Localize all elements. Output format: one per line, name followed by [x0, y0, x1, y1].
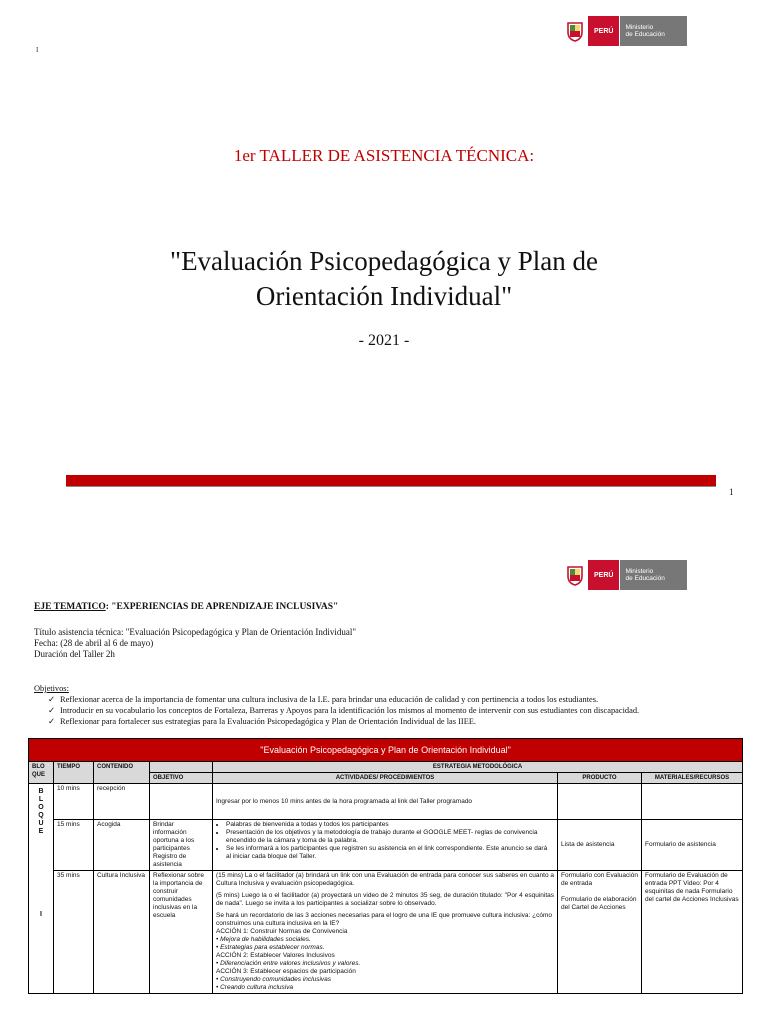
list-item: • Estrategias para establecer normas.	[216, 944, 325, 951]
coat-of-arms-icon	[562, 560, 588, 590]
workshop-info	[34, 627, 356, 660]
logo-ministry	[619, 560, 686, 590]
logo-ministry-line2: de Educación	[625, 31, 665, 38]
logo-ministry-line1: Ministerio	[625, 568, 654, 575]
header-materiales: MATERIALES/RECURSOS	[642, 773, 743, 784]
header-blank	[150, 762, 213, 773]
cell-materiales	[642, 784, 743, 820]
plan-page	[0, 540, 768, 1024]
checkmark-icon: ✓	[48, 717, 56, 726]
document-year: - 2021 -	[358, 332, 410, 349]
list-item-text: Estrategias para establecer normas.	[220, 944, 325, 951]
minedu-logo-2	[562, 560, 687, 590]
header-estrategia: ESTRATEGIA METODOLÓGICA	[213, 762, 743, 773]
info-duracion: Duración del Taller 2h	[34, 649, 115, 659]
logo-country: PERÚ	[588, 560, 619, 590]
cell-materiales: Formulario de asistencia	[642, 820, 743, 871]
cell-contenido: Cultura Inclusiva	[94, 871, 150, 994]
eje-value: : "EXPERIENCIAS DE APRENDIZAJE INCLUSIVAS"	[105, 602, 339, 612]
cell-producto: Lista de asistencia	[558, 820, 642, 871]
cell-objetivo	[150, 784, 213, 820]
list-item: • Palabras de bienvenida a todas y todos los participantes	[226, 821, 554, 829]
eje-label: EJE TEMATICO	[34, 602, 106, 612]
cell-producto	[558, 784, 642, 820]
info-titulo: Título asistencia técnica: "Evaluación Psicopedagógica y Plan de Orientación Individual"	[34, 627, 356, 637]
cell-objetivo: Reflexionar sobre la importancia de construir comunidades inclusivas en la escuela	[150, 871, 213, 994]
objetivos-section	[34, 683, 639, 727]
header-producto: PRODUCTO	[558, 773, 642, 784]
cell-actividad	[213, 871, 558, 994]
header-contenido: CONTENIDO	[94, 762, 150, 784]
header-bloque: BLO QUE	[29, 762, 54, 784]
objetivo-item	[34, 705, 639, 716]
cell-objetivo: Brindar información oportuna a los participantes Registro de asistencia	[150, 820, 213, 871]
plan-table	[28, 738, 743, 994]
taller-title: 1er TALLER DE ASISTENCIA TÉCNICA:	[233, 146, 535, 165]
cell-contenido: Acogida	[94, 820, 150, 871]
objetivo-text: Introducir en su vocabulario los conceptos de Fortaleza, Barreras y Apoyos para la identificación los mismos al momento de intervenir con sus estudiantes con discapacidad.	[60, 706, 640, 715]
activity-paragraph: Se hará un recordatorio de las 3 acciones necesarias para el logro de una IE que promueve cultura inclusiva: ¿cómo construimos una cultura inclusiva en la IE?	[216, 912, 553, 927]
coat-of-arms-icon	[562, 16, 588, 46]
producto-item: Formulario con Evaluación de entrada	[561, 872, 638, 887]
list-item-text: Construyendo comunidades inclusivas	[220, 976, 332, 983]
cell-tiempo: 10 mins	[54, 784, 94, 820]
checkmark-icon: ✓	[48, 695, 56, 704]
logo-country: PERÚ	[588, 16, 619, 46]
list-item: • Diferenciación entre valores inclusivos y valores.	[216, 960, 361, 967]
accion-heading: ACCIÓN 3: Establecer espacios de participación	[216, 968, 356, 975]
header-actividades: ACTIVIDADES/ PROCEDIMIENTOS	[213, 773, 558, 784]
activity-paragraph: (15 mins) La o el facilitador (a) brindará un link con una Evaluación de entrada para conocer sus saberes en cuanto a Cultura Inclusiva y evaluación psicopedagógica.	[216, 872, 554, 887]
table-row	[29, 784, 743, 820]
table-title: "Evaluación Psicopedagógica y Plan de Orientación Individual"	[29, 739, 743, 762]
cell-actividad	[213, 820, 558, 871]
objetivos-label: Objetivos:	[34, 684, 69, 693]
info-fecha: Fecha: (28 de abril al 6 de mayo)	[34, 638, 154, 648]
list-item: • Presentación de los objetivos y la metodología de trabajo durante el GOOGLE MEET- reglas de convivencia encendido de la cámara y toma de la palabra.	[226, 829, 554, 845]
header-tiempo: TIEMPO	[54, 762, 94, 784]
cell-actividad: Ingresar por lo menos 10 mins antes de la hora programada al link del Taller programado	[213, 784, 558, 820]
list-item-text: Diferenciación entre valores inclusivos y valores.	[220, 960, 361, 967]
list-item-text: Mejora de habilidades sociales.	[220, 936, 311, 943]
producto-item: Formulario de elaboración del Cartel de Acciones	[561, 896, 637, 911]
cell-tiempo: 15 mins	[54, 820, 94, 871]
header-objetivo: OBJETIVO	[150, 773, 213, 784]
document-title-line1: "Evaluación Psicopedagógica y Plan de	[170, 246, 598, 276]
list-item: • Se les informará a los participantes que registren su asistencia en el link correspondiente. Este anuncio se dará al iniciar cada bloque del Taller.	[226, 845, 554, 861]
bloque-cell: I	[29, 871, 54, 994]
list-item: • Construyendo comunidades inclusivas	[216, 976, 332, 983]
document-title-line2: Orientación Individual"	[255, 281, 513, 311]
logo-ministry-line2: de Educación	[625, 575, 665, 582]
cover-page	[0, 0, 768, 500]
cell-producto	[558, 871, 642, 994]
eje-tematico	[34, 602, 338, 612]
accion-heading: ACCIÓN 2: Establecer Valores Inclusivos	[216, 952, 335, 959]
bloque-cell: B L O Q U E	[29, 784, 54, 871]
document-title	[100, 244, 668, 314]
cell-contenido: recepción	[94, 784, 150, 820]
accion-heading: ACCIÓN 1: Construir Normas de Convivencia	[216, 928, 348, 935]
list-item: • Creando cultura inclusiva	[216, 984, 294, 991]
table-row	[29, 871, 743, 994]
list-item: • Mejora de habilidades sociales.	[216, 936, 311, 943]
table-row	[29, 820, 743, 871]
list-item-text: Creando cultura inclusiva	[220, 984, 294, 991]
page-marker: I	[36, 46, 39, 54]
logo-ministry-line1: Ministerio	[625, 24, 654, 31]
objetivo-item	[34, 716, 639, 727]
objetivo-item	[34, 694, 639, 705]
objetivo-text: Reflexionar acerca de la importancia de fomentar una cultura inclusiva de la I.E. para brindar una educación de calidad y con pertinencia a todos los estudiantes.	[60, 695, 599, 704]
cell-tiempo: 35 mins	[54, 871, 94, 994]
checkmark-icon: ✓	[48, 706, 56, 715]
footer-red-bar	[66, 475, 716, 486]
objetivo-text: Reflexionar para fortalecer sus estrategias para la Evaluación Psicopedagógica y Plan de Orientación Individual de las IIEE.	[60, 717, 477, 726]
page-number: 1	[729, 487, 734, 497]
logo-ministry	[619, 16, 686, 46]
activity-paragraph: (5 mins) Luego la o el facilitador (a) proyectará un video de 2 minutos 35 seg, de duración titulado: "Por 4 esquinitas de nada". Luego se invita a los participantes a socializar sobre lo observado.	[216, 892, 554, 907]
cell-materiales: Formulario de Evaluación de entrada PPT Video: Por 4 esquinitas de nada Formulario del cartel de Acciones Inclusivas	[642, 871, 743, 994]
minedu-logo	[562, 16, 687, 46]
